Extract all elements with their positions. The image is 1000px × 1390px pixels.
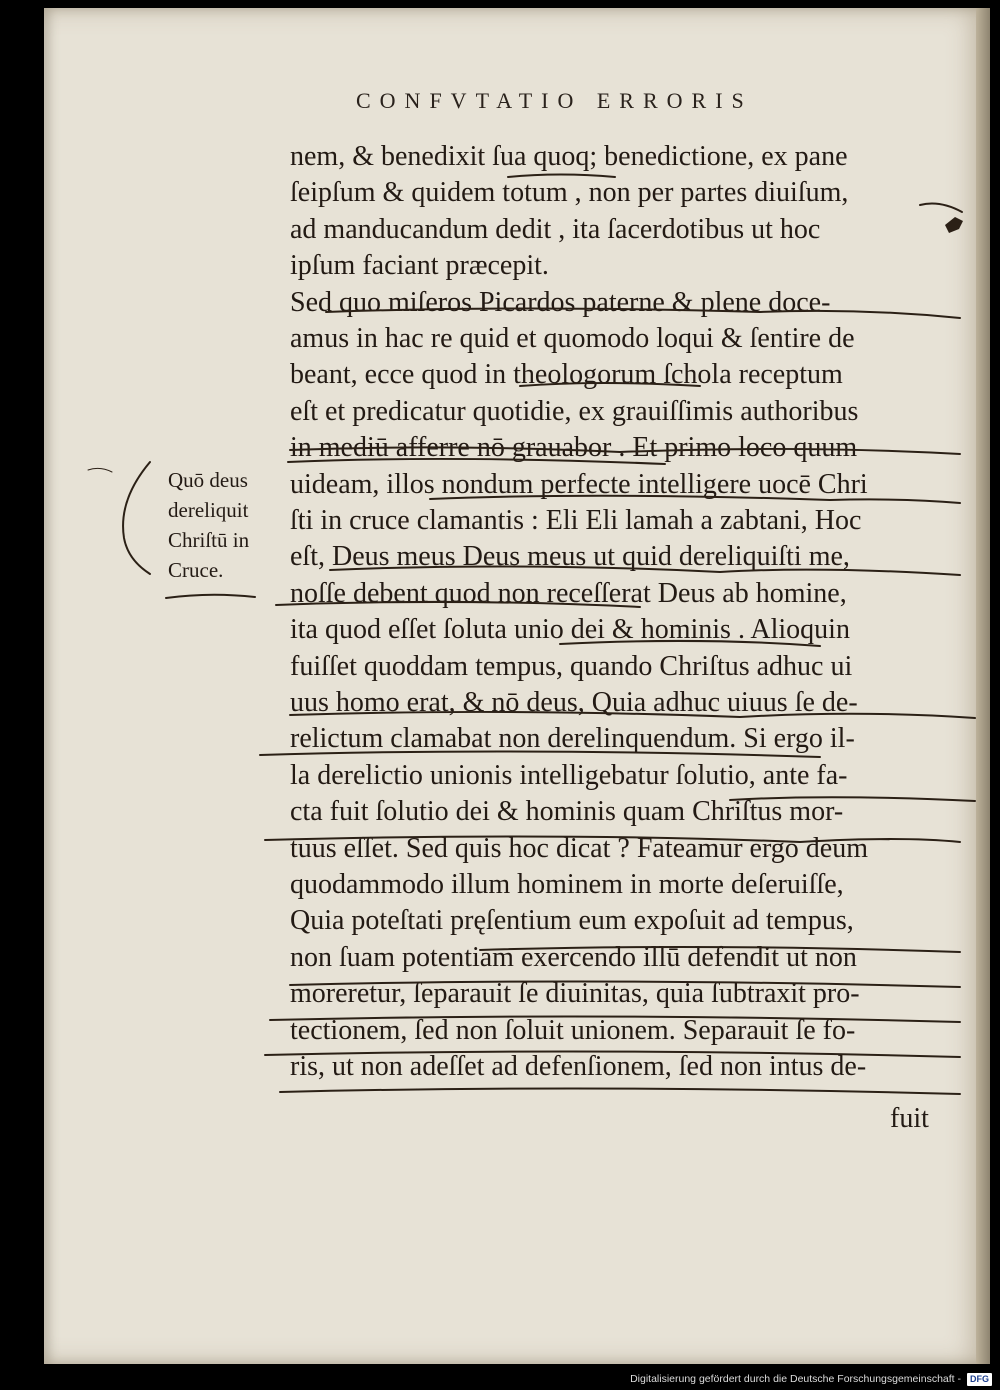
text-line: ita quod eſſet ſoluta unio dei & hominis . Alioquin <box>290 614 850 646</box>
text-line: non ſuam potentiam exercendo illū defendit ut non <box>290 941 857 973</box>
text-line: ad manducandum dedit , ita ſacerdotibus ut hoc <box>290 213 821 245</box>
text-line: in mediū afferre nō grauabor . Et primo loco quum <box>290 432 858 464</box>
margin-note-line: Cruce. <box>168 558 224 582</box>
text-line: eſt, Deus meus Deus meus ut quid dereliquiſti me, <box>290 541 850 573</box>
footer <box>630 1371 992 1387</box>
text-line: quodammodo illum hominem in morte deſeruiſſe, <box>290 869 844 900</box>
text-line: eſt et predicatur quotidie, ex grauiſſimis authoribus <box>290 395 859 427</box>
running-head: CONFVTATIO ERRORIS <box>356 88 753 113</box>
text-line: amus in hac re quid et quomodo loqui & ſentire de <box>290 323 855 354</box>
text-line: beant, ecce quod in theologorum ſchola receptum <box>290 359 843 391</box>
text-line: uideam, illos nondum perfecte intelligere uocē Chri <box>290 468 868 500</box>
text-line: tuus eſſet. Sed quis hoc dicat ? Fateamur ergo deum <box>290 832 869 864</box>
margin-note-line: dereliquit <box>168 498 249 522</box>
text-line: ris, ut non adeſſet ad defenſionem, ſed non intus de- <box>290 1051 867 1082</box>
text-line: Sed quo miſeros Picardos paterne & plene doce- <box>290 286 831 318</box>
footer-credit: Digitalisierung gefördert durch die Deutsche Forschungsgemeinschaft - <box>630 1373 961 1385</box>
text-line: Quia poteſtati pręſentium eum expoſuit ad tempus, <box>290 905 854 937</box>
text-line: ſti in cruce clamantis : Eli Eli lamah a zabtani, Hoc <box>290 505 862 536</box>
page-edge <box>976 8 990 1364</box>
text-line: nem, & benedixit ſua quoq; benedictione, ex pane <box>290 141 848 172</box>
text-line: uus homo erat, & nō deus, Quia adhuc uiuus ſe de- <box>290 687 858 718</box>
text-line: cta fuit ſolutio dei & hominis quam Chriſtus mor- <box>290 796 844 828</box>
text-line: fuiſſet quoddam tempus, quando Chriſtus adhuc ui <box>290 650 853 682</box>
text-line: noſſe debent quod non receſſerat Deus ab homine, <box>290 577 847 609</box>
text-line: relictum clamabat non derelinquendum. Si ergo il- <box>290 723 855 755</box>
margin-note-line: Chriſtū in <box>168 528 250 552</box>
text-line: la derelictio unionis intelligebatur ſolutio, ante fa- <box>290 759 848 791</box>
dfg-logo: DFG <box>967 1373 992 1386</box>
text-line: ſeipſum & quidem totum , non per partes diuiſum, <box>290 177 849 209</box>
catchword: fuit <box>890 1103 929 1134</box>
margin-note-line: Quō deus <box>168 468 248 492</box>
text-line: ipſum faciant præcepit. <box>290 250 549 282</box>
text-line: moreretur, ſeparauit ſe diuinitas, quia ſubtraxit pro- <box>290 978 860 1010</box>
text-line: tectionem, ſed non ſoluit unionem. Separauit ſe fo- <box>290 1014 856 1046</box>
